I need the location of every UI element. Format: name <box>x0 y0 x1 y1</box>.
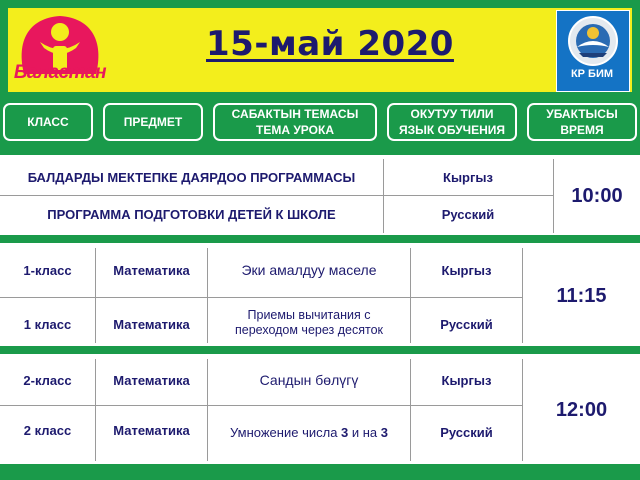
class-cell: 2-класс <box>23 372 72 388</box>
column-header-topic: САБАКТЫН ТЕМАСЫ ТЕМА УРОКА <box>213 103 377 141</box>
row-divider <box>0 297 522 298</box>
program-title-russian: ПРОГРАММА ПОДГОТОВКИ ДЕТЕЙ К ШКОЛЕ <box>47 206 336 222</box>
kyrgyz-emblem-icon <box>557 13 629 73</box>
class-cell: 1-класс <box>23 262 72 278</box>
time-cell: 12:00 <box>555 398 608 421</box>
program-title-kyrgyz: БАЛДАРДЫ МЕКТЕПКЕ ДАЯРДОО ПРОГРАММАСЫ <box>27 169 356 185</box>
time-cell: 11:15 <box>556 284 607 307</box>
ministry-label: КР БИМ <box>570 68 614 80</box>
language-cell: Кыргыз <box>441 262 492 278</box>
column-header-time: УБАКТЫСЫ ВРЕМЯ <box>527 103 637 141</box>
subject-cell: Математика <box>113 262 190 278</box>
subject-cell: Математика <box>113 372 190 388</box>
topic-cell: Приемы вычитания с переходом через десяток <box>234 308 384 337</box>
row-divider <box>0 405 522 406</box>
topic-cell: Эки амалдуу маселе <box>241 262 377 278</box>
column-header-subject: ПРЕДМЕТ <box>103 103 203 141</box>
subject-cell: Математика <box>113 316 190 332</box>
language-cell: Кыргыз <box>441 372 492 388</box>
topic-cell: Умножение числа 3 и на 3 <box>229 424 389 440</box>
row-divider <box>0 195 553 196</box>
language-cell: Русский <box>440 316 493 332</box>
page-title: 15-май 2020 <box>206 24 454 64</box>
language-cell: Кыргыз <box>443 169 493 185</box>
language-cell: Русский <box>441 206 495 222</box>
language-cell: Русский <box>440 424 493 440</box>
time-cell: 10:00 <box>571 184 623 207</box>
column-header-language: ОКУТУУ ТИЛИ ЯЗЫК ОБУЧЕНИЯ <box>387 103 517 141</box>
subject-cell: Математика <box>113 422 190 438</box>
class-cell: 2 класс <box>23 422 72 438</box>
brand-name: Баластан <box>13 62 107 83</box>
topic-cell: Сандын бөлүгү <box>259 372 359 388</box>
column-header-class: КЛАСС <box>3 103 93 141</box>
class-cell: 1 класс <box>23 316 72 332</box>
